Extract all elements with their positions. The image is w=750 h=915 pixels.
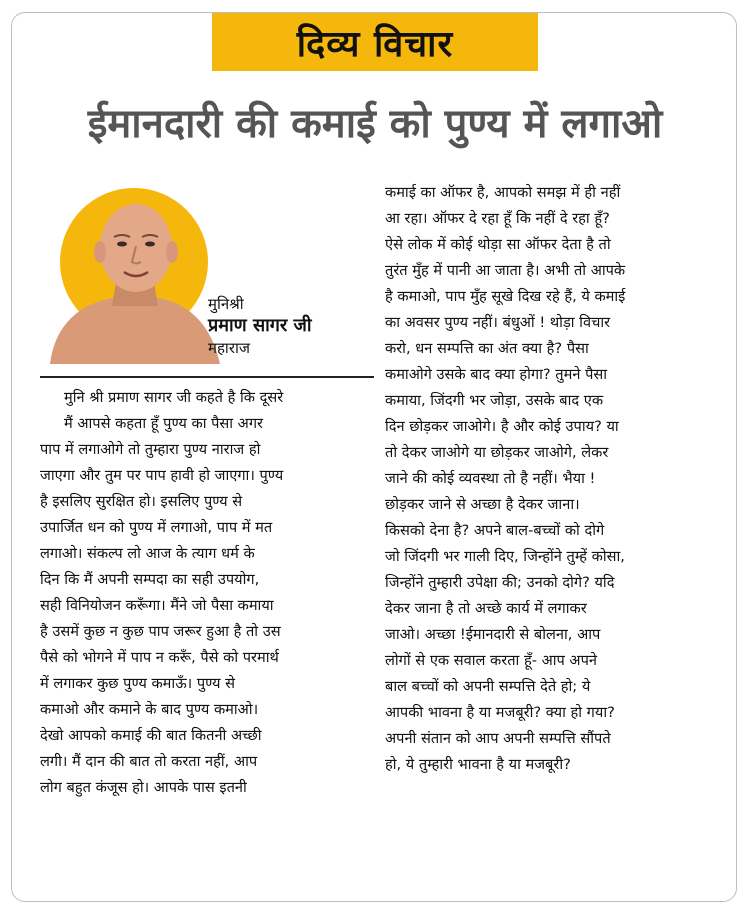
text-line: कमाई का ऑफर है, आपको समझ में ही नहीं bbox=[385, 184, 621, 201]
text-line: जिन्होंने तुम्हारी उपेक्षा की; उनको दोगे? यदि bbox=[385, 574, 615, 591]
text-line: जाने की कोई व्यवस्था तो है नहीं। भैया ! bbox=[385, 470, 596, 487]
text-line: तुरंत मुँह में पानी आ जाता है। अभी तो आपके bbox=[385, 262, 626, 279]
text-line: दिन छोड़कर जाओगे। है और कोई उपाय? या bbox=[385, 418, 619, 435]
portrait-image bbox=[50, 186, 230, 364]
text-line: है उसमें कुछ न कुछ पाप जरूर हुआ है तो उस bbox=[40, 623, 281, 640]
text-line: तो देकर जाओगे या छोड़कर जाओगे, लेकर bbox=[385, 444, 609, 461]
text-line: आ रहा। ऑफर दे रहा हूँ कि नहीं दे रहा हूँ? bbox=[385, 210, 610, 227]
author-portrait bbox=[50, 186, 230, 364]
text-line: देकर जाना है तो अच्छे कार्य में लगाकर bbox=[385, 600, 587, 617]
section-banner bbox=[212, 13, 538, 71]
byline-divider bbox=[40, 376, 374, 378]
text-line: उपार्जित धन को पुण्य में लगाओ, पाप में मत bbox=[40, 519, 273, 536]
text-line: आपकी भावना है या मजबूरी? क्या हो गया? bbox=[385, 704, 615, 721]
text-line: जाओ। अच्छा !ईमानदारी से बोलना, आप bbox=[385, 626, 601, 643]
text-line: जो जिंदगी भर गाली दिए, जिन्होंने तुम्हें कोसा, bbox=[385, 548, 625, 565]
text-line: हो, ये तुम्हारी भावना है या मजबूरी? bbox=[385, 756, 571, 773]
text-line: पाप में लगाओगे तो तुम्हारा पुण्य नाराज हो bbox=[40, 441, 261, 458]
text-line: छोड़कर जाने से अच्छा है देकर जाना। bbox=[385, 496, 580, 513]
text-line: जाएगा और तुम पर पाप हावी हो जाएगा। पुण्य bbox=[40, 467, 284, 484]
text-line: में लगाकर कुछ पुण्य कमाऊँ। पुण्य से bbox=[40, 675, 236, 692]
text-line: देखो आपको कमाई की बात कितनी अच्छी bbox=[40, 727, 262, 744]
article-headline: ईमानदारी की कमाई को पुण्य में लगाओ bbox=[87, 101, 663, 147]
article-column-right bbox=[385, 180, 733, 778]
text-line: कमाओ और कमाने के बाद पुण्य कमाओ। bbox=[40, 701, 259, 718]
text-line: ऐसे लोक में कोई थोड़ा सा ऑफर देता है तो bbox=[385, 236, 611, 253]
text-line: है कमाओ, पाप मुँह सूखे दिख रहे हैं, ये कमाई bbox=[385, 288, 626, 305]
text-line: लगाओ। संकल्प लो आज के त्याग धर्म के bbox=[40, 545, 255, 562]
section-title: दिव्य विचार bbox=[296, 23, 454, 65]
text-line: कमाओगे उसके बाद क्या होगा? तुमने पैसा bbox=[385, 366, 608, 383]
text-line: सही विनियोजन करूँगा। मैंने जो पैसा कमाया bbox=[40, 597, 274, 614]
text-line: बाल बच्चों को अपनी सम्पत्ति देते हो; ये bbox=[385, 678, 591, 695]
author-prefix: मुनिश्री bbox=[208, 295, 244, 313]
text-line: लोगों से एक सवाल करता हूँ- आप अपने bbox=[385, 652, 597, 669]
text-line: मैं आपसे कहता हूँ पुण्य का पैसा अगर bbox=[64, 415, 264, 432]
text-line: दिन कि मैं अपनी सम्पदा का सही उपयोग, bbox=[40, 571, 260, 588]
text-line: मुनि श्री प्रमाण सागर जी कहते है कि दूसरे bbox=[64, 389, 284, 406]
text-line: कमाया, जिंदगी भर जोड़ा, उसके बाद एक bbox=[385, 392, 604, 409]
author-name: प्रमाण सागर जी bbox=[208, 315, 312, 336]
text-line: लगी। मैं दान की बात तो करता नहीं, आप bbox=[40, 753, 258, 770]
text-line: किसको देना है? अपने बाल-बच्चों को दोगे bbox=[385, 522, 605, 539]
text-line: पैसे को भोगने में पाप न करूँ, पैसे को परमार्थ bbox=[40, 649, 279, 666]
author-suffix: महाराज bbox=[208, 339, 250, 357]
text-line: का अवसर पुण्य नहीं। बंधुओं ! थोड़ा विचार bbox=[385, 314, 611, 331]
text-line: अपनी संतान को आप अपनी सम्पत्ति सौंपते bbox=[385, 730, 611, 747]
author-byline bbox=[208, 293, 368, 359]
text-line: लोग बहुत कंजूस हो। आपके पास इतनी bbox=[40, 779, 247, 796]
text-line: है इसलिए सुरक्षित हो। इसलिए पुण्य से bbox=[40, 493, 243, 510]
text-line: करो, धन सम्पत्ति का अंत क्या है? पैसा bbox=[385, 340, 589, 357]
article-column-left bbox=[40, 385, 374, 801]
